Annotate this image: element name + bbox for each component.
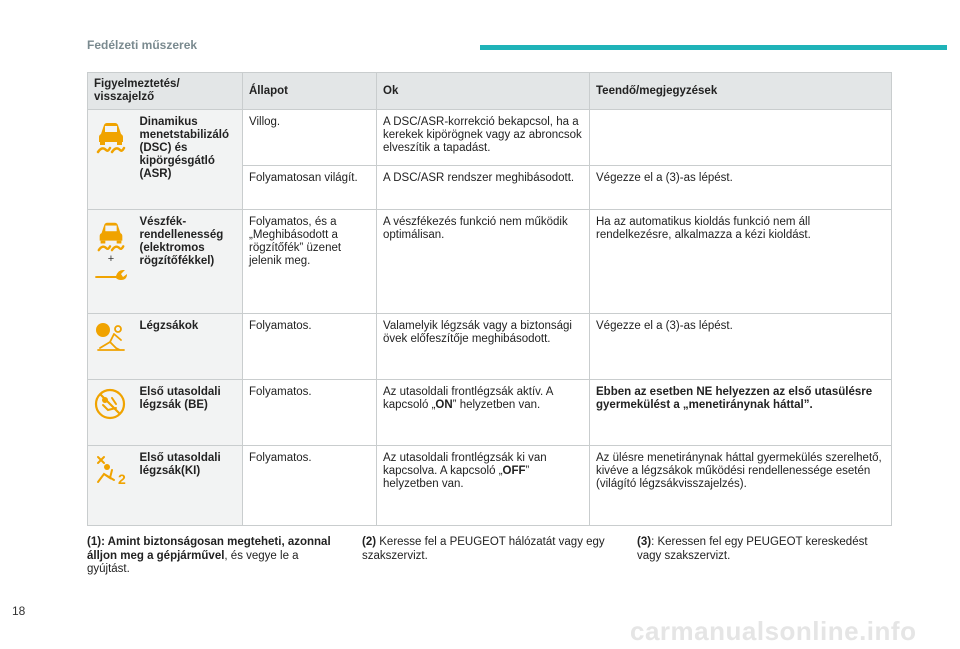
- airbag-on-name: Első utasoldali légzsák (BE): [134, 380, 243, 446]
- table-row: [88, 210, 892, 314]
- airbag-off-cause: [377, 446, 590, 526]
- section-title: Fedélzeti műszerek: [87, 38, 198, 52]
- footnote-1-bold-text: : Amint biztonságosan megteheti, azonnal álljon meg a gépjárművel: [87, 536, 331, 562]
- brake-icon-cell: [88, 210, 134, 314]
- section-accent-bar: [480, 45, 947, 50]
- header-cause: Ok: [377, 73, 590, 110]
- airbag-on-cause: [377, 380, 590, 446]
- footnote-1-text: , és vegye le a gyújtást.: [87, 549, 299, 575]
- header-state: Állapot: [243, 73, 377, 110]
- airbags-cause: Valamelyik légzsák vagy a biztonsági övek előfeszítője meghibásodott.: [377, 314, 590, 380]
- airbags-name: Légzsákok: [134, 314, 243, 380]
- airbag-on-icon-cell: [88, 380, 134, 446]
- header-action: Teendő/megjegyzések: [590, 73, 892, 110]
- footnote-3-text: : Keressen fel egy PEUGEOT kereskedést vagy szakszervizt.: [637, 536, 868, 562]
- cause-text: Az utasoldali frontlégzsák aktív. A kapcsoló „: [383, 386, 553, 411]
- dsc-state-flashing: Villog.: [243, 110, 377, 166]
- passenger-airbag-on-icon: [94, 388, 128, 420]
- table-row: [88, 314, 892, 380]
- footnote-1-number: (1): [87, 536, 102, 548]
- brake-name: Vészfék-rendellenesség (elektromos rögzítőfékkel): [134, 210, 243, 314]
- cause-text: Az utasoldali frontlégzsák ki van kapcsolva. A kapcsoló „: [383, 452, 547, 477]
- switch-position: ON: [435, 399, 453, 411]
- table-header-row: [88, 73, 892, 110]
- airbag-on-action: Ebben az esetben NE helyezzen az első utasülésre gyermekülést a „menetiránynak háttal”.: [590, 380, 892, 446]
- footnote-2: [362, 536, 617, 563]
- airbag-warning-icon: [94, 322, 128, 352]
- svg-text:2: 2: [118, 471, 126, 486]
- table-row: [88, 110, 892, 166]
- airbags-action: Végezze el a (3)-as lépést.: [590, 314, 892, 380]
- airbag-off-icon-cell: [88, 446, 134, 526]
- dsc-cause-flashing: A DSC/ASR-korrekció bekapcsol, ha a kerekek kipörögnek vagy az abroncsok elveszítik a tapadást.: [377, 110, 590, 166]
- header-warning: Figyelmeztetés/ visszajelző: [88, 73, 243, 110]
- airbags-state: Folyamatos.: [243, 314, 377, 380]
- brake-cause: A vészfékezés funkció nem működik optimálisan.: [377, 210, 590, 314]
- dsc-name: Dinamikus menetstabilizáló (DSC) és kipörgésgátló (ASR): [134, 110, 243, 210]
- page-number: 18: [12, 604, 26, 618]
- watermark: carmanualsonline.info: [630, 616, 917, 646]
- footnote-3-number: (3): [637, 536, 652, 548]
- airbag-off-action: Az ülésre menetiránynak háttal gyermekülés szerelhető, kivéve a légzsákok működési rendellenessége esetén (világító légzsákvisszajelzés).: [590, 446, 892, 526]
- brake-state: Folyamatos, és a „Meghibásodott a rögzítőfék” üzenet jelenik meg.: [243, 210, 377, 314]
- table-row: [88, 380, 892, 446]
- warning-lights-table: [87, 72, 892, 526]
- footnote-1: [87, 536, 337, 577]
- wrench-icon: [94, 266, 128, 282]
- dsc-icon-cell: [88, 110, 134, 210]
- dsc-state-steady: Folyamatosan világít.: [243, 166, 377, 210]
- footnote-2-text: Keresse fel a PEUGEOT hálózatát vagy egy szakszervizt.: [362, 536, 605, 562]
- footnote-2-number: (2): [362, 536, 377, 548]
- switch-position: OFF: [502, 465, 526, 477]
- brake-action: Ha az automatikus kioldás funkció nem áll rendelkezésre, alkalmazza a kézi kioldást.: [590, 210, 892, 314]
- airbag-on-state: Folyamatos.: [243, 380, 377, 446]
- cause-text-end: ” helyzetben van.: [452, 399, 541, 411]
- cause-text-end: ” helyzetben van.: [383, 465, 530, 490]
- dsc-action-flashing: [590, 110, 892, 166]
- table-row: [88, 446, 892, 526]
- airbag-off-state: Folyamatos.: [243, 446, 377, 526]
- airbag-icon-cell: [88, 314, 134, 380]
- dsc-cause-steady: A DSC/ASR rendszer meghibásodott.: [377, 166, 590, 210]
- plus-sign: +: [107, 253, 115, 265]
- skidding-car-warning-icon: [94, 218, 128, 252]
- skidding-car-warning-icon: [94, 118, 128, 154]
- passenger-airbag-off-icon: [94, 454, 128, 486]
- airbag-off-name: Első utasoldali légzsák(KI): [134, 446, 243, 526]
- footnote-3: [637, 536, 892, 563]
- dsc-action-steady: Végezze el a (3)-as lépést.: [590, 166, 892, 210]
